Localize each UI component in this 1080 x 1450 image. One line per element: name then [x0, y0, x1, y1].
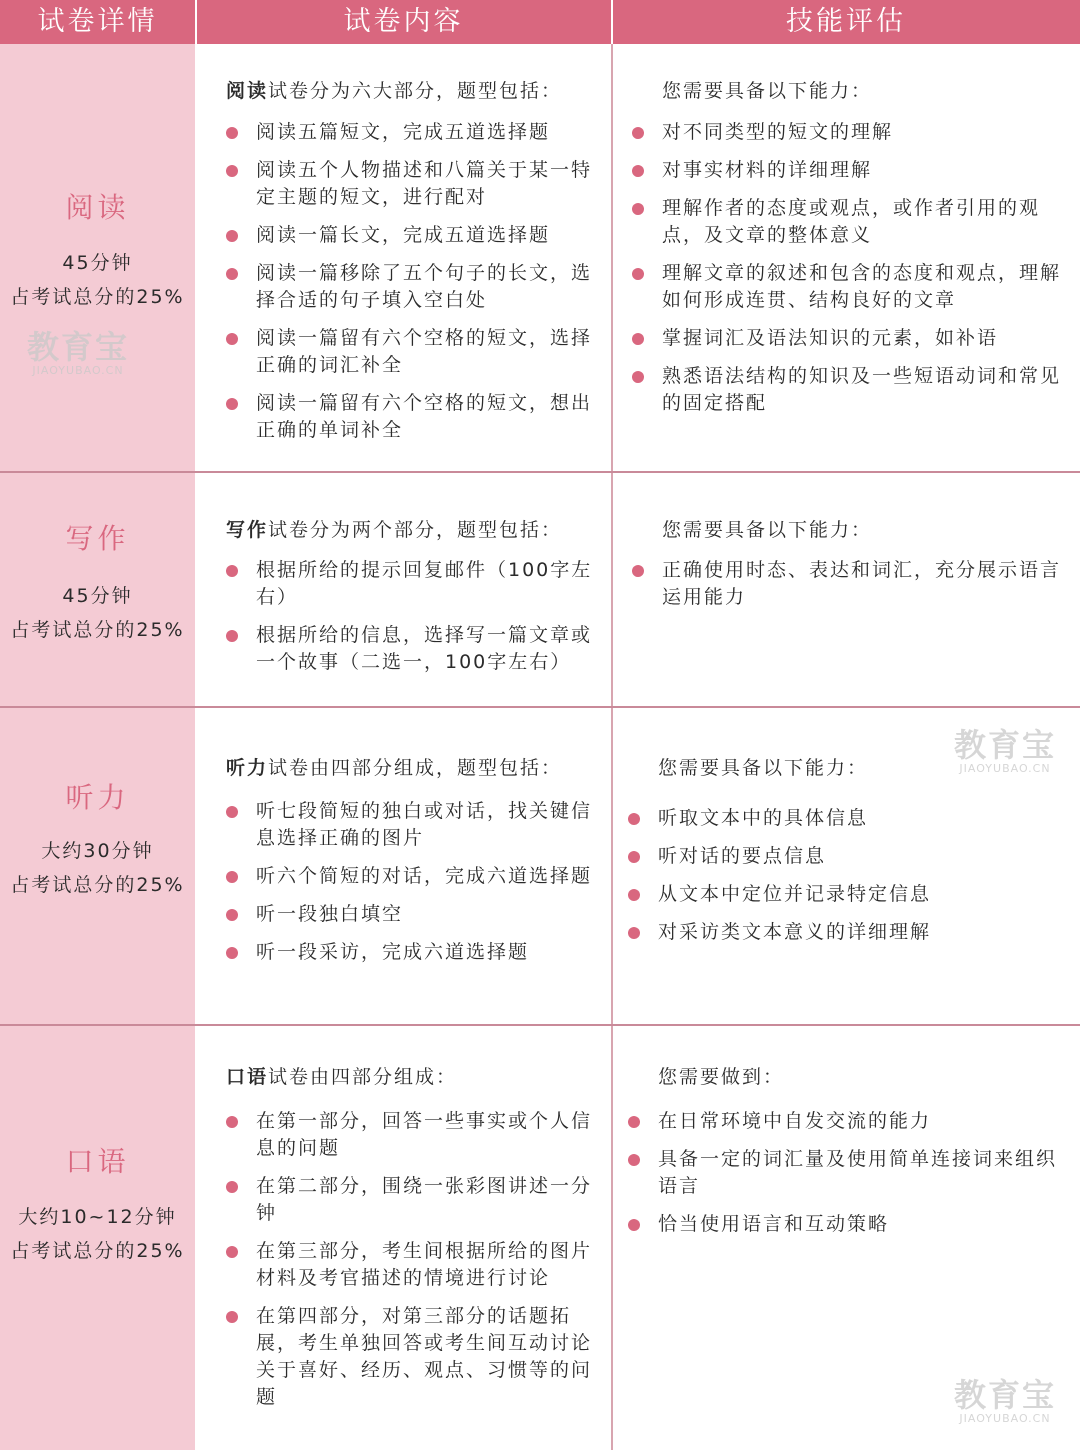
intro-text: 试卷分为两个部分，题型包括： — [268, 519, 563, 541]
section-duration: 45分钟 — [62, 252, 133, 274]
list-item: 听一段独白填空 — [226, 901, 604, 928]
column-divider — [611, 708, 613, 1024]
skills-list — [632, 119, 1062, 428]
skills-list — [628, 805, 1058, 957]
list-item: 阅读五篇短文，完成五道选择题 — [226, 119, 604, 146]
section-keyword: 阅读 — [226, 80, 269, 102]
list-item: 对采访类文本意义的详细理解 — [628, 919, 1058, 946]
list-item: 对事实材料的详细理解 — [632, 157, 1062, 184]
section-row-listening — [0, 708, 1080, 1024]
section-row-reading — [0, 44, 1080, 472]
intro-text: 试卷由四部分组成，题型包括： — [268, 757, 563, 779]
skills-intro: 您需要具备以下能力： — [662, 80, 873, 102]
list-item: 在第一部分，回答一些事实或个人信息的问题 — [226, 1108, 604, 1162]
header-skill-assessment: 技能评估 — [786, 6, 906, 37]
intro-text: 试卷分为六大部分，题型包括： — [268, 80, 563, 102]
watermark-brand: 教育宝 — [953, 1376, 1056, 1414]
content-list — [226, 119, 604, 455]
intro-text: 试卷由四部分组成： — [268, 1066, 458, 1088]
column-divider — [611, 473, 613, 706]
section-keyword: 口语 — [226, 1066, 269, 1088]
list-item: 根据所给的信息，选择写一篇文章或一个故事（二选一，100字左右） — [226, 622, 604, 676]
section-name: 口语 — [65, 1145, 130, 1178]
list-item: 听对话的要点信息 — [628, 843, 1058, 870]
list-item: 在日常环境中自发交流的能力 — [628, 1108, 1058, 1135]
watermark-logo — [945, 728, 1065, 775]
content-intro — [226, 1062, 457, 1089]
header-divider — [195, 0, 197, 44]
list-item: 在第三部分，考生间根据所给的图片材料及考官描述的情境进行讨论 — [226, 1238, 604, 1292]
list-item: 听一段采访，完成六道选择题 — [226, 939, 604, 966]
header-exam-content: 试卷内容 — [343, 6, 464, 37]
section-keyword: 写作 — [226, 519, 269, 541]
list-item: 熟悉语法结构的知识及一些短语动词和常见的固定搭配 — [632, 363, 1062, 417]
watermark-logo — [945, 1378, 1065, 1425]
list-item: 理解作者的态度或观点，或作者引用的观点，及文章的整体意义 — [632, 195, 1062, 249]
list-item: 具备一定的词汇量及使用简单连接词来组织语言 — [628, 1146, 1058, 1200]
table-header — [0, 0, 1080, 44]
header-exam-details: 试卷详情 — [37, 6, 158, 37]
content-intro — [226, 76, 562, 103]
skills-intro: 您需要做到： — [658, 1066, 785, 1088]
watermark-domain: JIAOYUBAO.CN — [959, 762, 1051, 775]
list-item: 在第四部分，对第三部分的话题拓展，考生单独回答或考生间互动讨论关于喜好、经历、观点、习惯等的问题 — [226, 1303, 604, 1411]
skills-intro: 您需要具备以下能力： — [658, 757, 869, 779]
column-divider — [611, 1026, 613, 1450]
list-item: 听七段简短的独白或对话，找关键信息选择正确的图片 — [226, 798, 604, 852]
section-duration: 45分钟 — [62, 585, 133, 607]
section-weight: 占考试总分的25% — [10, 619, 185, 641]
content-intro — [226, 515, 562, 542]
section-row-speaking — [0, 1026, 1080, 1450]
list-item: 阅读五个人物描述和八篇关于某一特定主题的短文，进行配对 — [226, 157, 604, 211]
list-item: 理解文章的叙述和包含的态度和观点，理解如何形成连贯、结构良好的文章 — [632, 260, 1062, 314]
content-intro — [226, 753, 562, 780]
list-item: 阅读一篇长文，完成五道选择题 — [226, 222, 604, 249]
watermark-logo — [18, 330, 138, 377]
list-item: 掌握词汇及语法知识的元素，如补语 — [632, 325, 1062, 352]
content-list — [226, 557, 604, 687]
section-name: 听力 — [65, 781, 130, 814]
watermark-domain: JIAOYUBAO.CN — [32, 364, 124, 377]
list-item: 听六个简短的对话，完成六道选择题 — [226, 863, 604, 890]
list-item: 从文本中定位并记录特定信息 — [628, 881, 1058, 908]
list-item: 在第二部分，围绕一张彩图讲述一分钟 — [226, 1173, 604, 1227]
section-keyword: 听力 — [226, 757, 269, 779]
section-weight: 占考试总分的25% — [10, 286, 185, 308]
list-item: 阅读一篇移除了五个句子的长文，选择合适的句子填入空白处 — [226, 260, 604, 314]
column-divider — [611, 44, 613, 472]
section-row-writing — [0, 473, 1080, 706]
list-item: 对不同类型的短文的理解 — [632, 119, 1062, 146]
list-item: 听取文本中的具体信息 — [628, 805, 1058, 832]
watermark-brand: 教育宝 — [26, 328, 129, 366]
list-item: 恰当使用语言和互动策略 — [628, 1211, 1058, 1238]
skills-intro: 您需要具备以下能力： — [662, 519, 873, 541]
section-name: 写作 — [65, 522, 130, 555]
section-weight: 占考试总分的25% — [10, 1240, 185, 1262]
header-divider — [611, 0, 613, 44]
list-item: 阅读一篇留有六个空格的短文，选择正确的词汇补全 — [226, 325, 604, 379]
section-name: 阅读 — [65, 191, 130, 224]
section-weight: 占考试总分的25% — [10, 874, 185, 896]
section-duration: 大约30分钟 — [41, 840, 154, 862]
content-list — [226, 798, 604, 977]
list-item: 正确使用时态、表达和词汇，充分展示语言运用能力 — [632, 557, 1062, 611]
section-duration: 大约10~12分钟 — [18, 1206, 177, 1228]
list-item: 根据所给的提示回复邮件（100字左右） — [226, 557, 604, 611]
skills-list — [628, 1108, 1058, 1249]
section-detail-cell — [0, 708, 195, 1024]
watermark-domain: JIAOYUBAO.CN — [959, 1412, 1051, 1425]
skills-list — [632, 557, 1062, 622]
list-item: 阅读一篇留有六个空格的短文，想出正确的单词补全 — [226, 390, 604, 444]
content-list — [226, 1108, 604, 1422]
watermark-brand: 教育宝 — [953, 726, 1056, 764]
